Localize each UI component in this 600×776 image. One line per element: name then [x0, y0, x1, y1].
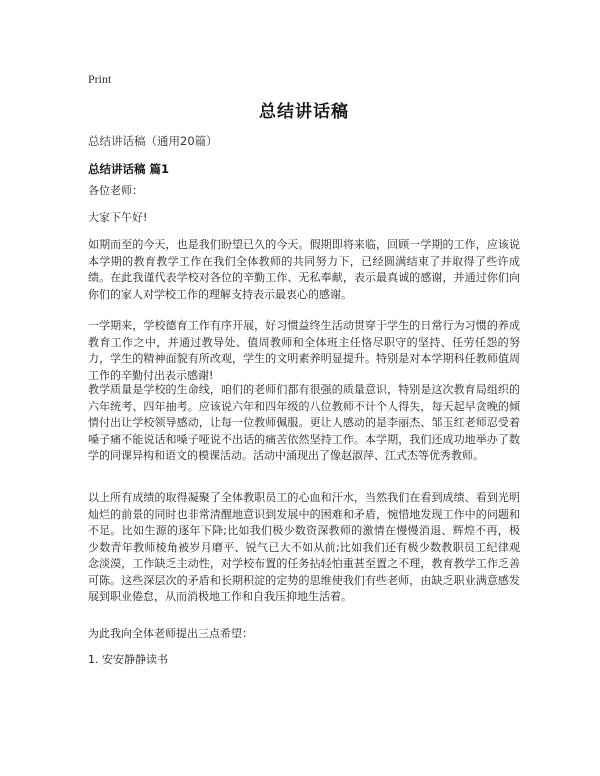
paragraph-4: 以上所有成绩的取得凝聚了全体教职员工的心血和汗水，当然我们在看到成绩、看到光明灿烂的前景的同时也非常清醒地意识到发展中的困难和矛盾，惋惜地发现工作中的问题和不足。比如生源的逐年下降;比如我们极少数资深教师的激情在慢慢消退、辉煌不再，极少数青年教师棱角被岁月磨平、锐气已大不如从前;比如我们还有极少数教职员工纪律观念淡漠，工作缺乏主动性，对学校布置的任务拈轻怕重甚至置之不理，教育教学工作乏善可陈。这些深层次的矛盾和长期积淀的定势的思维使我们有些老师，由缺乏职业满意感发展到职业倦怠，从而消极地工作和自我压抑地生活着。	[88, 491, 520, 603]
paragraph-1: 如期而至的今天，也是我们盼望已久的今天。假期即将来临，回顾一学期的工作，应该说本学期的教育教学工作在我们全体教师的共同努力下，已经圆满结束了并取得了些许成绩。在此我谨代表学校对各位的辛勤工作、无私奉献，表示最真诚的感谢，并通过你们向你们的家人对学校工作的理解支持表示最衷心的感谢。	[88, 238, 520, 301]
paragraph-3: 教学质量是学校的生命线，咱们的老师们都有很强的质量意识，特别是这次教育局组织的六年统考、四年抽考。应该说六年和四年级的八位教师不计个人得失，每天起早贪晚的倾情付出让学校领导感动，让每一位教师佩服。更让人感动的是李丽杰、邹玉红老师忍受着嗓子痛不能说话和嗓子哑说不出话的痛苦依然坚持工作。本学期，我们还成功地举办了数学的同课异构和语文的模课活动。活动中涌现出了像赵淑萍、江式杰等优秀教师。	[88, 383, 520, 462]
section-heading: 总结讲话稿 篇1	[88, 162, 170, 176]
page-title: 总结讲话稿	[259, 102, 349, 122]
print-link[interactable]: Print	[88, 72, 112, 86]
document-subtitle: 总结讲话稿（通用20篇）	[88, 134, 218, 148]
salutation-text: 大家下午好!	[88, 211, 148, 224]
greeting-text: 各位老师：	[88, 184, 143, 197]
paragraph-2: 一学期来，学校德育工作有序开展，好习惯益终生活动贯穿于学生的日常行为习惯的养成教育工作之中，并通过教导处、值周教师和全体班主任恪尽职守的坚持、任劳任怨的努力，学生的精神面貌有所改观，学生的文明素养明显提升。特别是对本学期科任教师值周工作的辛勤付出表示感谢!	[88, 319, 520, 382]
list-item: 1. 安安静静读书	[88, 653, 168, 666]
paragraph-5: 为此我向全体老师提出三点希望：	[88, 627, 253, 640]
